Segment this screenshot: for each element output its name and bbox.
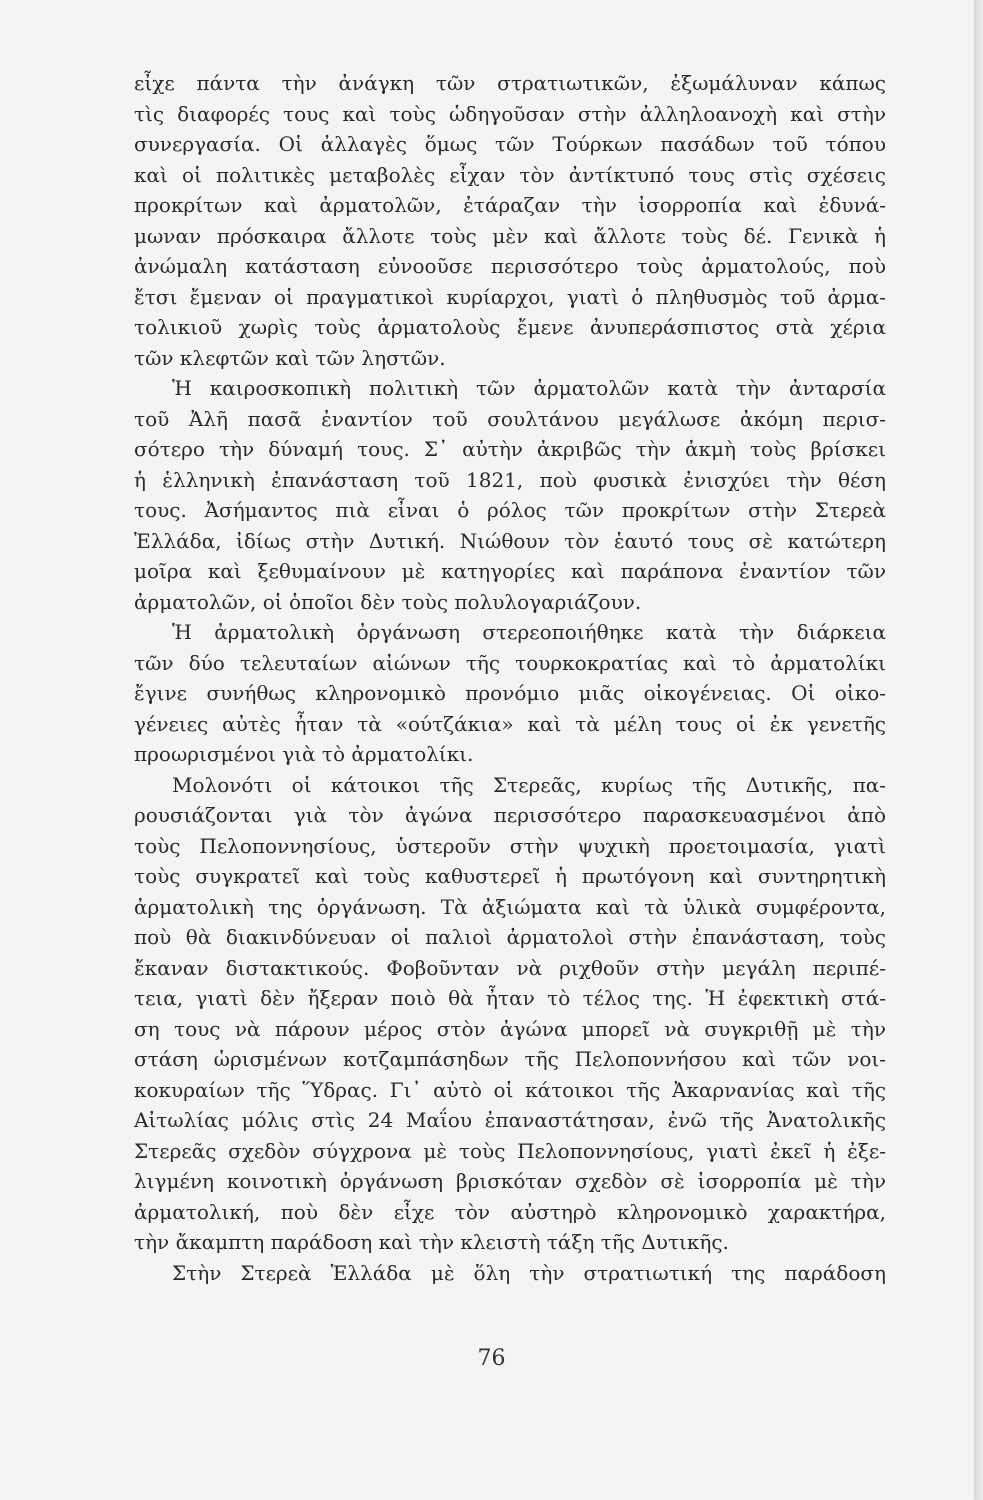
paragraph-start-line: Στὴν Στερεὰ Ἑλλάδα μὲ ὅλη τὴν στρατιωτική της παράδοση	[172, 1260, 886, 1285]
text-line: τεια, γιατὶ δὲν ἤξεραν ποιὸ θὰ ἦταν τὸ τέλος της. Ἡ ἐφεκτικὴ στά-	[134, 986, 886, 1010]
text-line: καὶ οἱ πολιτικὲς μεταβολὲς εἶχαν τὸν ἀντίκτυπό τους στὶς σχέσεις	[134, 162, 886, 187]
paragraph-start-line: Μολονότι οἱ κάτοικοι τῆς Στερεᾶς, κυρίως τῆς Δυτικῆς, πα-	[172, 772, 886, 797]
text-line: τους. Ἀσήμαντος πιὰ εἶναι ὁ ρόλος τῶν προκρίτων στὴν Στερεὰ	[134, 498, 886, 522]
text-line: ποὺ θὰ διακινδύνευαν οἱ παλιοὶ ἀρματολοὶ στὴν ἐπανάσταση, τοὺς	[134, 925, 886, 949]
text-line: τῶν δύο τελευταίων αἰώνων τῆς τουρκοκρατίας καὶ τὸ ἀρματολίκι	[134, 650, 886, 675]
page-edge-shadow	[974, 0, 983, 1500]
body-text	[134, 68, 886, 1288]
text-line: σότερο τὴν δύναμή τους. Σ᾽ αὐτὴν ἀκριβῶς τὴν ἀκμὴ τοὺς βρίσκει	[134, 437, 886, 461]
text-line: ση τους νὰ πάρουν μέρος στὸν ἀγώνα μπορεῖ νὰ συγκριθῇ μὲ τὴν	[134, 1016, 886, 1041]
paragraph-start-line: Ἡ καιροσκοπικὴ πολιτικὴ τῶν ἀρματολῶν κατὰ τὴν ἀνταρσία	[172, 376, 886, 400]
text-line: λιγμένη κοινοτικὴ ὀργάνωση βρισκόταν σχεδὸν σὲ ἰσορροπία μὲ τὴν	[134, 1169, 886, 1193]
text-line: στάση ὡρισμένων κοτζαμπάσηδων τῆς Πελοποννήσου καὶ τῶν νοι-	[134, 1047, 886, 1071]
text-line: μωναν πρόσκαιρα ἄλλοτε τοὺς μὲν καὶ ἄλλοτε τοὺς δέ. Γενικὰ ἡ	[134, 223, 886, 248]
text-line: τολικιοῦ χωρὶς τοὺς ἀρματολοὺς ἔμενε ἀνυπεράσπιστος στὰ χέρια	[134, 315, 886, 339]
text-line: Ἑλλάδα, ἰδίως στὴν Δυτική. Νιώθουν τὸν ἑαυτό τους σὲ κατώτερη	[134, 528, 886, 553]
text-line: τοῦ Ἀλῆ πασᾶ ἐναντίον τοῦ σουλτάνου μεγάλωσε ἀκόμη περισ-	[134, 406, 886, 431]
text-line: τῶν κλεφτῶν καὶ τῶν ληστῶν.	[134, 345, 446, 370]
text-line: ἀνώμαλη κατάσταση εὐνοοῦσε περισσότερο τοὺς ἀρματολούς, ποὺ	[134, 254, 886, 278]
text-line: γένειες αὐτὲς ἦταν τὰ «ούτζάκια» καὶ τὰ μέλη τους οἱ ἐκ γενετῆς	[134, 711, 886, 736]
paragraph-start-line: Ἡ ἀρματολικὴ ὀργάνωση στερεοποιήθηκε κατὰ τὴν διάρκεια	[172, 620, 886, 644]
text-line: τοὺς Πελοποννησίους, ὑστεροῦν στὴν ψυχικὴ προετοιμασία, γιατὶ	[134, 833, 886, 858]
text-line: προκρίτων καὶ ἀρματολῶν, ἐτάραζαν τὴν ἰσορροπία καὶ ἐδυνά-	[134, 193, 886, 217]
text-line: προωρισμένοι γιὰ τὸ ἀρματολίκι.	[134, 742, 474, 766]
text-line: ἔτσι ἔμεναν οἱ πραγματικοὶ κυρίαρχοι, γιατὶ ὁ πληθυσμὸς τοῦ ἀρμα-	[134, 284, 886, 309]
text-line: ρουσιάζονται γιὰ τὸν ἀγώνα περισσότερο παρασκευασμένοι ἀπὸ	[134, 803, 886, 827]
text-line: τὶς διαφορές τους καὶ τοὺς ὡδηγοῦσαν στὴν ἀλληλοανοχὴ καὶ στὴν	[134, 101, 886, 126]
text-line: ἀρματολῶν, οἱ ὁποῖοι δὲν τοὺς πολυλογαριάζουν.	[134, 589, 642, 614]
text-line: Αἰτωλίας μόλις στὶς 24 Μαΐου ἐπαναστάτησαν, ἐνῶ τῆς Ἀνατολικῆς	[134, 1108, 886, 1132]
text-line: μοῖρα καὶ ξεθυμαίνουν μὲ κατηγορίες καὶ παράπονα ἐναντίον τῶν	[134, 559, 886, 583]
page-number: 76	[477, 1346, 506, 1371]
text-line: Στερεᾶς σχεδὸν σύγχρονα μὲ τοὺς Πελοποννησίους, γιατὶ ἐκεῖ ἡ ἐξε-	[134, 1138, 886, 1163]
text-line: εἶχε πάντα τὴν ἀνάγκη τῶν στρατιωτικῶν, ἐξωμάλυναν κάπως	[134, 71, 886, 95]
text-line: ἔκαναν διστακτικούς. Φοβοῦνταν νὰ ριχθοῦν στὴν μεγάλη περιπέ-	[134, 955, 886, 980]
text-line: συνεργασία. Οἱ ἀλλαγὲς ὅμως τῶν Τούρκων πασάδων τοῦ τόπου	[134, 132, 886, 156]
text-line: ἔγινε συνήθως κληρονομικὸ προνόμιο μιᾶς οἰκογένειας. Οἱ οἰκο-	[134, 681, 886, 705]
text-line: ἡ ἑλληνικὴ ἐπανάσταση τοῦ 1821, ποὺ φυσικὰ ἐνισχύει τὴν θέση	[134, 467, 886, 492]
text-line: κοκυραίων τῆς Ὕδρας. Γι᾽ αὐτὸ οἱ κάτοικοι τῆς Ἀκαρνανίας καὶ τῆς	[134, 1077, 886, 1102]
text-line: τὴν ἄκαμπτη παράδοση καὶ τὴν κλειστὴ τάξη τῆς Δυτικῆς.	[134, 1230, 729, 1254]
text-line: τοὺς συγκρατεῖ καὶ τοὺς καθυστερεῖ ἡ πρωτόγονη καὶ συντηρητικὴ	[134, 864, 886, 888]
text-line: ἀρματολικὴ της ὀργάνωση. Τὰ ἀξιώματα καὶ τὰ ὑλικὰ συμφέροντα,	[134, 894, 886, 919]
text-line: ἀρματολική, ποὺ δὲν εἶχε τὸν αὐστηρὸ κληρονομικὸ χαρακτήρα,	[134, 1199, 886, 1224]
